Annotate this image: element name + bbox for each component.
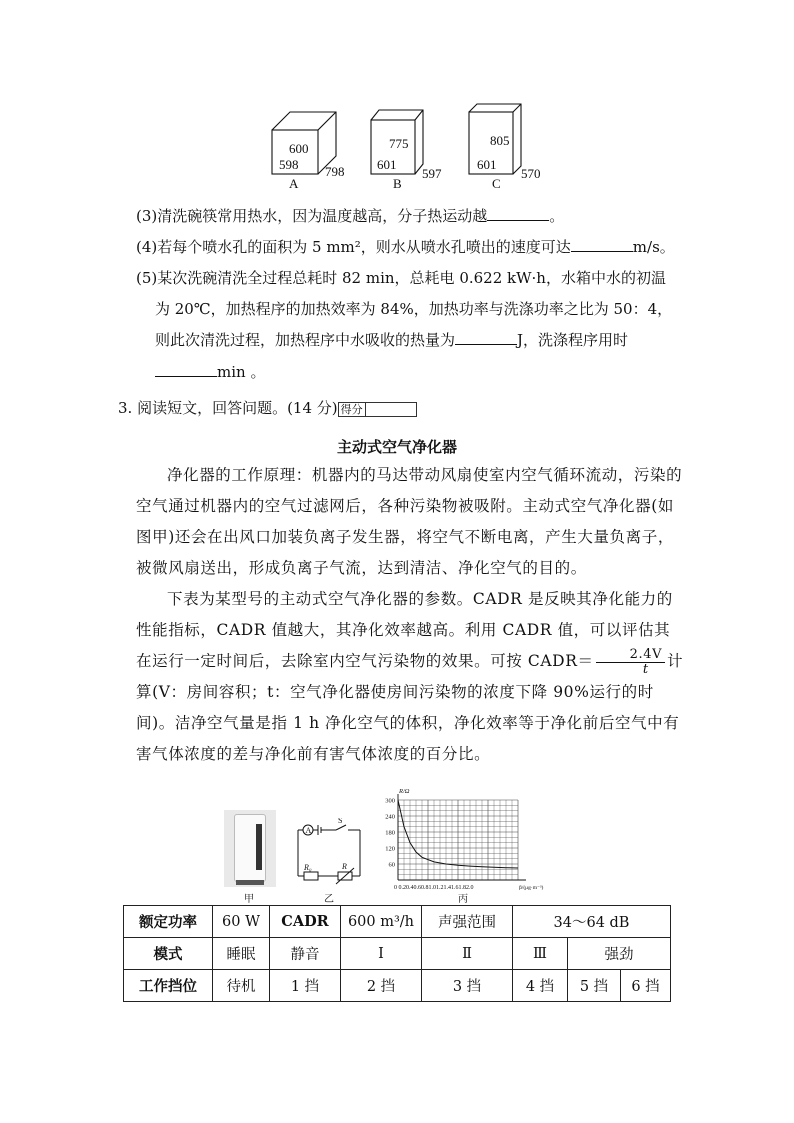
table-row: 模式 睡眠 静音 Ⅰ Ⅱ Ⅲ 强劲 bbox=[124, 938, 671, 970]
answer-blank-q4[interactable] bbox=[571, 237, 633, 252]
question-5-line4: min 。 bbox=[155, 362, 265, 382]
question-3: (3)清洗碗筷常用热水，因为温度越高，分子热运动越 。 bbox=[136, 207, 565, 225]
cube-b-top: 775 bbox=[389, 136, 409, 151]
answer-blank-q5-heat[interactable] bbox=[455, 330, 517, 345]
question-5-line3: 则此次清洗过程，加热程序中水吸收的热量为 J，洗涤程序用时 bbox=[155, 331, 629, 349]
question-5-line2: 为 20℃，加热程序的加热效率为 84%，加热功率与洗涤功率之比为 50：4， bbox=[155, 300, 673, 318]
cube-c-side: 570 bbox=[521, 166, 541, 181]
article-title: 主动式空气净化器 bbox=[336, 438, 457, 456]
y-tick-label: 180 bbox=[385, 829, 395, 837]
cube-c-front: 601 bbox=[477, 157, 497, 172]
y-tick-label: 60 bbox=[388, 861, 395, 869]
table-row: 额定功率 60 W CADR 600 m³/h 声强范围 34～64 dB bbox=[124, 906, 671, 938]
cube-a-label: A bbox=[289, 176, 299, 191]
figure-bing-caption: 丙 bbox=[458, 894, 468, 905]
cube-a-side: 798 bbox=[325, 164, 345, 179]
resistance-chart bbox=[370, 786, 600, 896]
paragraph-2: 下表为某型号的主动式空气净化器的参数。CADR 是反映其净化能力的性能指标，CADR 值越大，其净化效率越高。利用 CADR 值，可以评估其在运行一定时间后，去除室内空气污染物的效果。可按 CADR＝ $\frac{2.4V}{t}$ 计算(V：房间容积；t：空气净化器使房间污染物的浓度下降 90%运行的时间)。洁净空气量是指 1 h 净化空气的体积，净化效率等于净化前后空气中有害气体浓度的差与净化前有害气体浓度的百分比。 bbox=[136, 590, 684, 763]
spec-table bbox=[123, 905, 671, 1002]
cube-a-top: 600 bbox=[289, 141, 309, 156]
cadr-fraction: $\frac{2.4V}{t}$ bbox=[596, 648, 665, 677]
svg-text:S: S bbox=[338, 818, 343, 825]
answer-blank-q5-time[interactable] bbox=[155, 362, 217, 377]
figure-yi-caption: 乙 bbox=[324, 894, 334, 905]
svg-text:R: R bbox=[342, 862, 347, 871]
switch-icon bbox=[336, 825, 346, 830]
question-4: (4)若每个喷水孔的面积为 5 mm²，则水从喷水孔喷出的速度可达 m/s。 bbox=[136, 238, 675, 256]
question-5-line1: (5)某次洗碗清洗全过程总耗时 82 min，总耗电 0.622 kW·h，水箱中水的初温 bbox=[136, 269, 666, 287]
svg-text:R₀: R₀ bbox=[304, 863, 312, 872]
cube-a-front: 598 bbox=[279, 157, 299, 172]
paragraph-1: 净化器的工作原理：机器内的马达带动风扇使室内空气循环流动，污染的空气通过机器内的空气过滤网后，各种污染物被吸附。主动式空气净化器(如图甲)还会在出风口加装负离子发生器，将空气不断电离，产生大量负离子，被微风扇送出，形成负离子气流，达到清洁、净化空气的目的。 bbox=[136, 466, 683, 577]
y-tick-label: 300 bbox=[385, 797, 395, 805]
cube-b-side: 597 bbox=[422, 166, 442, 181]
cube-figure bbox=[265, 100, 555, 192]
cube-b-front: 601 bbox=[377, 157, 397, 172]
table-row: 工作挡位 待机 1 挡 2 挡 3 挡 4 挡 5 挡 6 挡 bbox=[124, 970, 671, 1002]
cube-c-top: 805 bbox=[490, 133, 510, 148]
circuit-diagram bbox=[290, 818, 368, 890]
figure-jia-caption: 甲 bbox=[244, 894, 254, 905]
cube-b-label: B bbox=[393, 176, 402, 191]
y-tick-label: 120 bbox=[385, 845, 395, 853]
purifier-photo bbox=[224, 810, 276, 887]
section-3-heading: 3. 阅读短文，回答问题。(14 分) 得分 bbox=[118, 398, 417, 418]
y-tick-label: 240 bbox=[385, 813, 395, 821]
score-field[interactable] bbox=[366, 402, 417, 417]
y-axis-label: R/Ω bbox=[399, 788, 410, 795]
answer-blank-q3[interactable] bbox=[487, 206, 549, 221]
x-axis-label: β/(μg·m⁻³) bbox=[519, 885, 544, 891]
score-label: 得分 bbox=[338, 402, 366, 417]
resistor-r0-icon bbox=[304, 872, 318, 880]
cube-c-label: C bbox=[492, 176, 501, 191]
svg-text:A: A bbox=[305, 826, 312, 835]
x-tick-labels: 0 0.20.40.60.81.01.21.41.61.82.0 bbox=[394, 885, 474, 891]
